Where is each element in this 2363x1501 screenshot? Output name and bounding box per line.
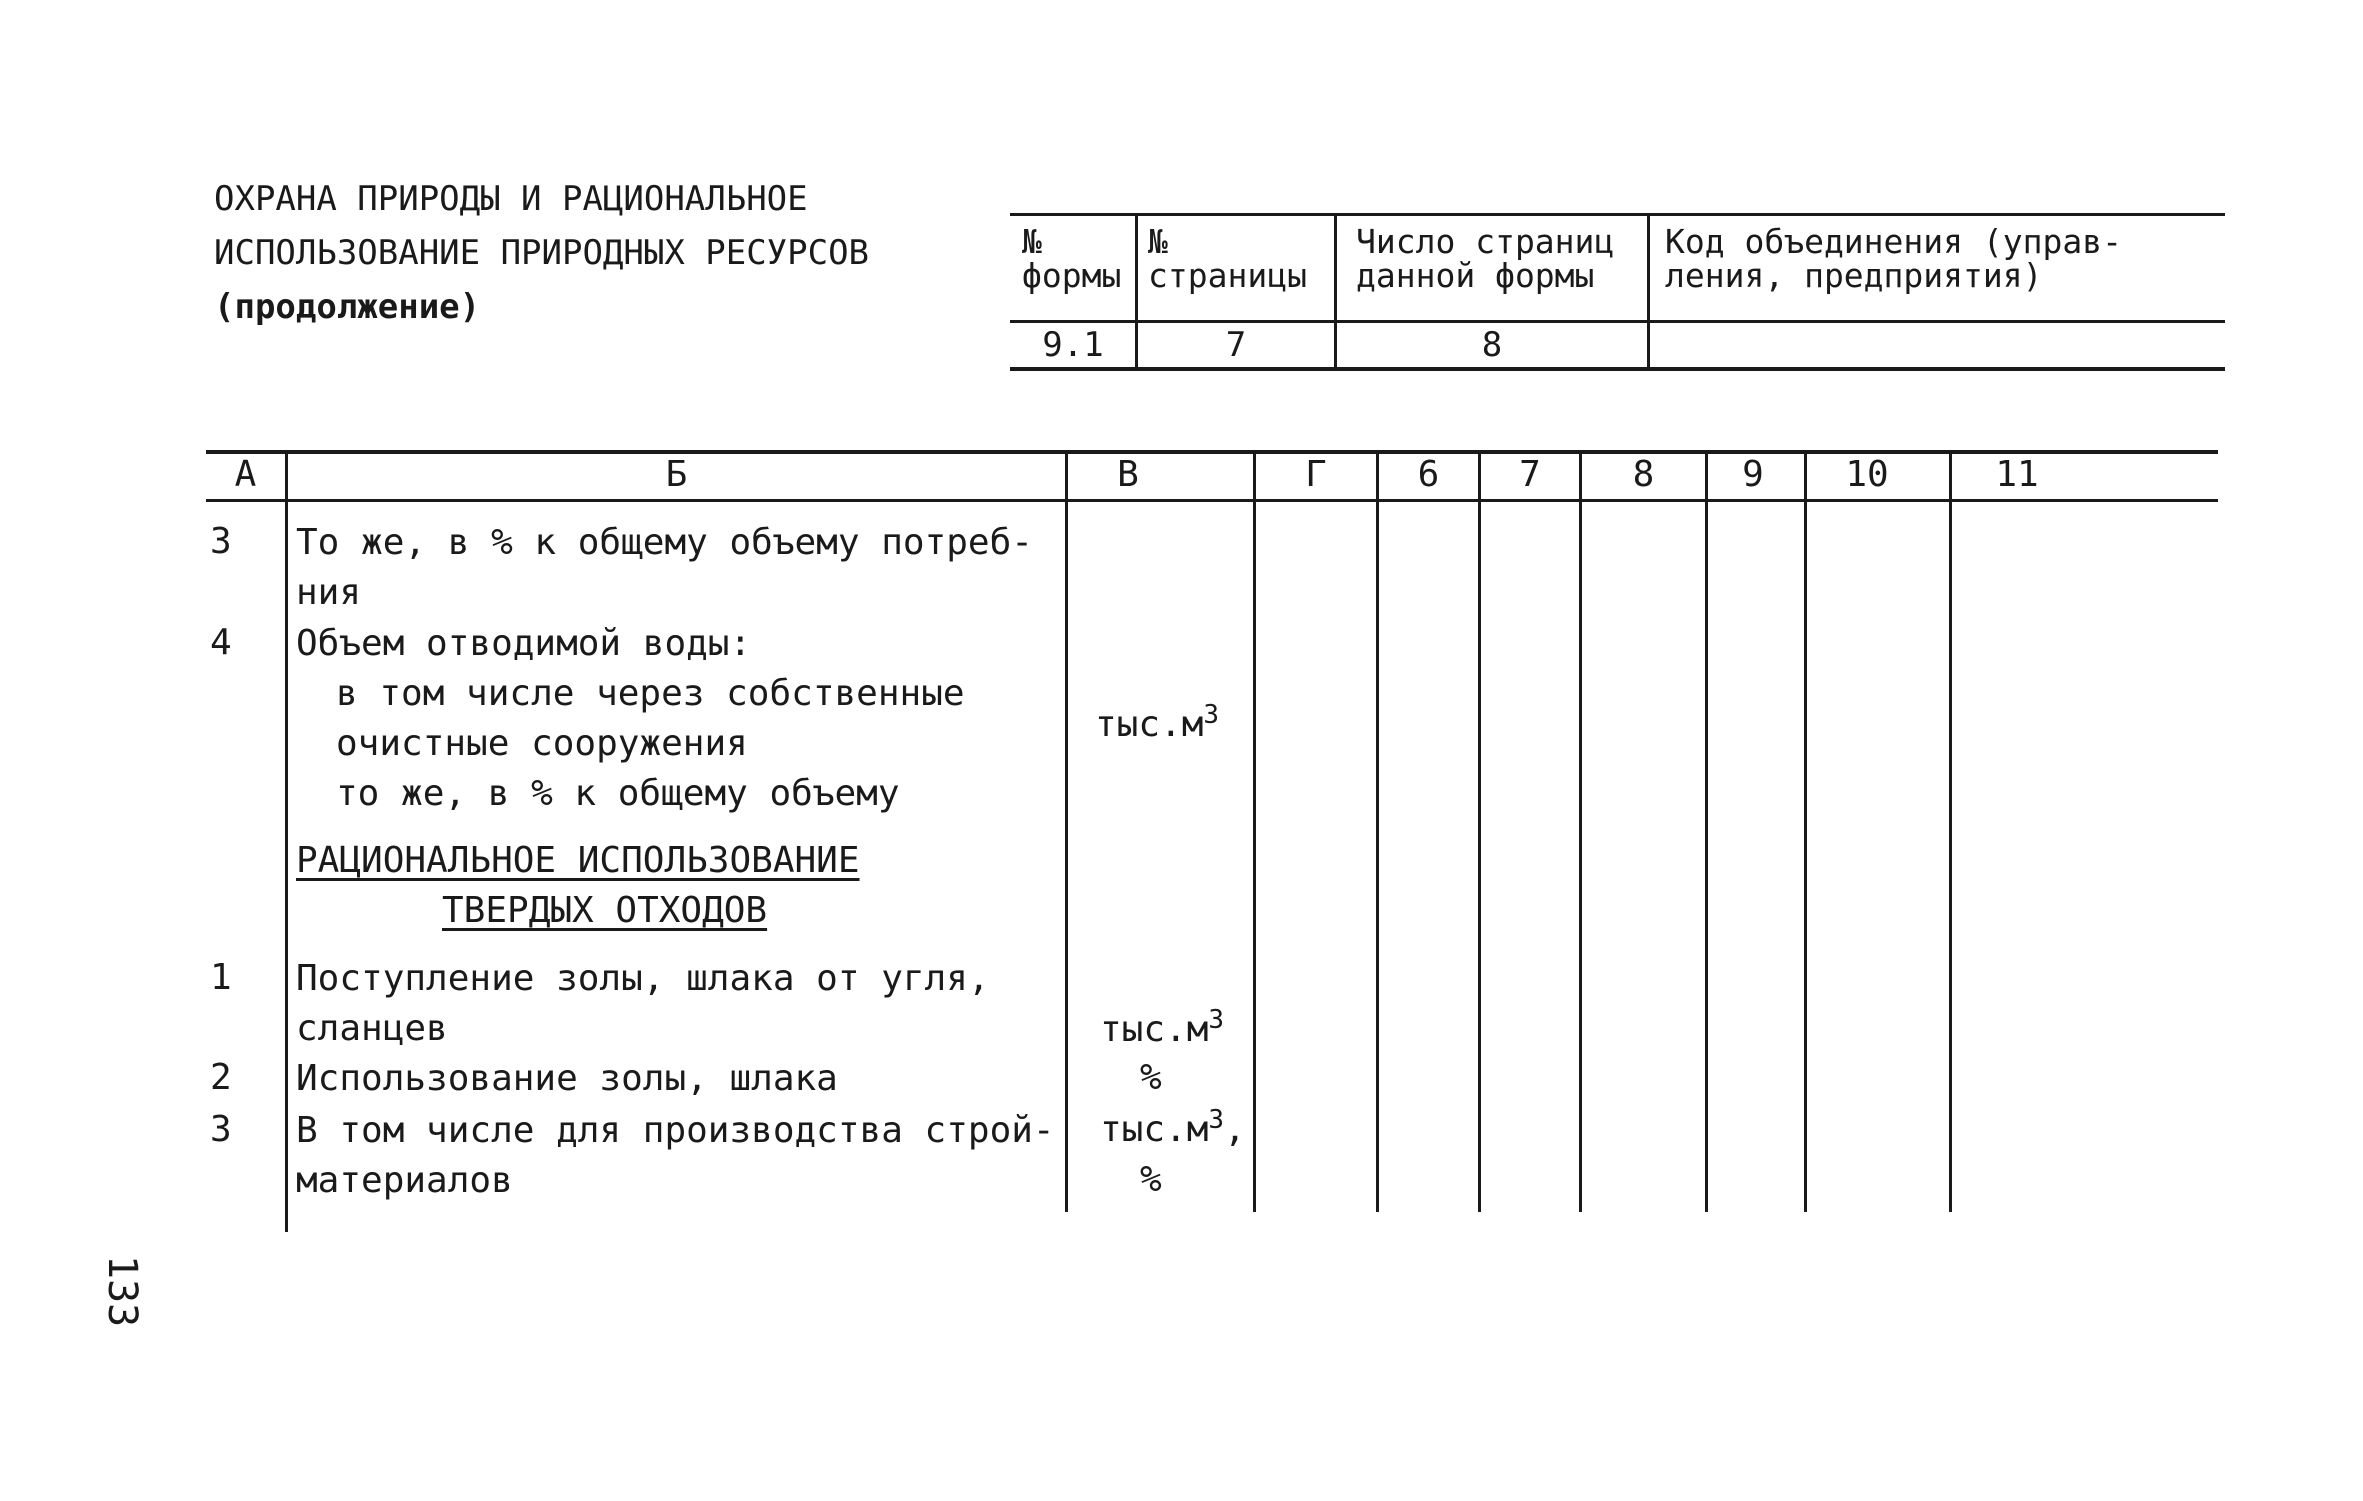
table-top-border [206, 450, 2218, 454]
row-text [296, 619, 965, 819]
unit-text: тыс.м [1095, 704, 1204, 745]
form-info-divider-3 [1647, 213, 1650, 369]
heading-line-3: (продолжение) [214, 287, 481, 327]
column-header-10: 10 [1845, 454, 1889, 495]
unit-label [1100, 1005, 1225, 1050]
row-text [296, 954, 990, 1054]
column-header-11: 11 [1995, 454, 2039, 495]
row-number: 2 [210, 1057, 232, 1098]
page-number-header [1148, 222, 1307, 295]
row-text-line: сланцев [296, 1008, 448, 1049]
page-count-header-line-2: данной формы [1356, 256, 1595, 295]
column-divider-b [1065, 452, 1068, 1212]
form-number-header [1022, 222, 1122, 295]
page-number: 133 [99, 1255, 145, 1328]
unit-superscript: 3 [1208, 1005, 1225, 1035]
row-text-line: Поступление золы, шлака от угля, [296, 958, 990, 999]
page-count-value: 8 [1481, 325, 1503, 365]
column-header-8: 8 [1632, 454, 1655, 495]
page-count-header-line-1: Число страниц [1356, 222, 1615, 261]
column-divider-a [285, 452, 288, 1232]
row-number: 1 [210, 957, 232, 998]
form-number-header-line-2: формы [1022, 256, 1122, 295]
row-text-line: Объем отводимой воды: [296, 623, 752, 664]
association-code-header [1665, 222, 2122, 295]
row-text-line: материалов [296, 1160, 513, 1201]
row-text-line: ния [296, 572, 362, 613]
row-text-line: в том числе через собственные [336, 673, 965, 714]
unit-superscript: 3 [1203, 700, 1220, 730]
form-info-bottom-border [1010, 367, 2225, 371]
page-number-value: 7 [1225, 325, 1247, 365]
column-divider-6 [1478, 452, 1481, 1212]
row-number: 4 [210, 622, 232, 663]
column-header-b: Б [665, 454, 688, 495]
column-header-v: В [1117, 454, 1139, 495]
column-header-g: Г [1305, 454, 1327, 495]
row-text-line: В том числе для производства строй- [296, 1110, 1055, 1151]
row-text-line: То же, в % к общему объему потреб- [296, 522, 1033, 563]
column-divider-8 [1705, 452, 1708, 1212]
row-text [296, 1054, 838, 1104]
column-header-9: 9 [1742, 454, 1764, 495]
column-divider-9 [1804, 452, 1807, 1212]
row-number: 3 [210, 521, 232, 562]
unit-label: % [1140, 1057, 1162, 1098]
form-number-header-line-1: № [1022, 222, 1042, 261]
page-number-header-line-2: страницы [1148, 256, 1307, 295]
unit-suffix: , [1224, 1109, 1246, 1150]
section-heading-line-1: РАЦИОНАЛЬНОЕ ИСПОЛЬЗОВАНИЕ [296, 840, 860, 881]
association-code-header-line-2: ления, предприятия) [1665, 256, 2043, 295]
row-text-line: Использование золы, шлака [296, 1058, 838, 1099]
column-divider-v [1253, 452, 1256, 1212]
form-info-mid-border [1010, 320, 2225, 323]
unit-label: % [1140, 1159, 1162, 1200]
column-header-6: 6 [1417, 454, 1440, 495]
section-heading-line-2: ТВЕРДЫХ ОТХОДОВ [442, 890, 768, 931]
row-number: 3 [210, 1109, 232, 1150]
column-divider-7 [1579, 452, 1582, 1212]
heading-line-2: ИСПОЛЬЗОВАНИЕ ПРИРОДНЫХ РЕСУРСОВ [214, 233, 870, 273]
column-header-a: А [234, 454, 257, 495]
column-divider-10 [1949, 452, 1952, 1212]
form-info-top-border [1010, 213, 2225, 216]
table-header-border [206, 499, 2218, 502]
column-divider-g [1376, 452, 1379, 1212]
row-text [296, 1106, 1055, 1206]
page-number-header-line-1: № [1148, 222, 1168, 261]
row-text [296, 518, 1033, 618]
column-header-7: 7 [1519, 454, 1541, 495]
heading-line-1: ОХРАНА ПРИРОДЫ И РАЦИОНАЛЬНОЕ [214, 179, 808, 219]
page-count-header [1356, 222, 1615, 295]
row-text-line: то же, в % к общему объему [336, 773, 900, 814]
unit-text: тыс.м [1100, 1109, 1209, 1150]
unit-superscript: 3 [1208, 1105, 1225, 1135]
row-text-line: очистные сооружения [336, 723, 748, 764]
association-code-header-line-1: Код объединения (управ- [1665, 222, 2122, 261]
unit-label [1095, 700, 1220, 745]
unit-text: тыс.м [1100, 1009, 1209, 1050]
unit-label [1100, 1105, 1246, 1150]
document-heading [214, 172, 869, 334]
form-number-value: 9.1 [1042, 325, 1104, 365]
